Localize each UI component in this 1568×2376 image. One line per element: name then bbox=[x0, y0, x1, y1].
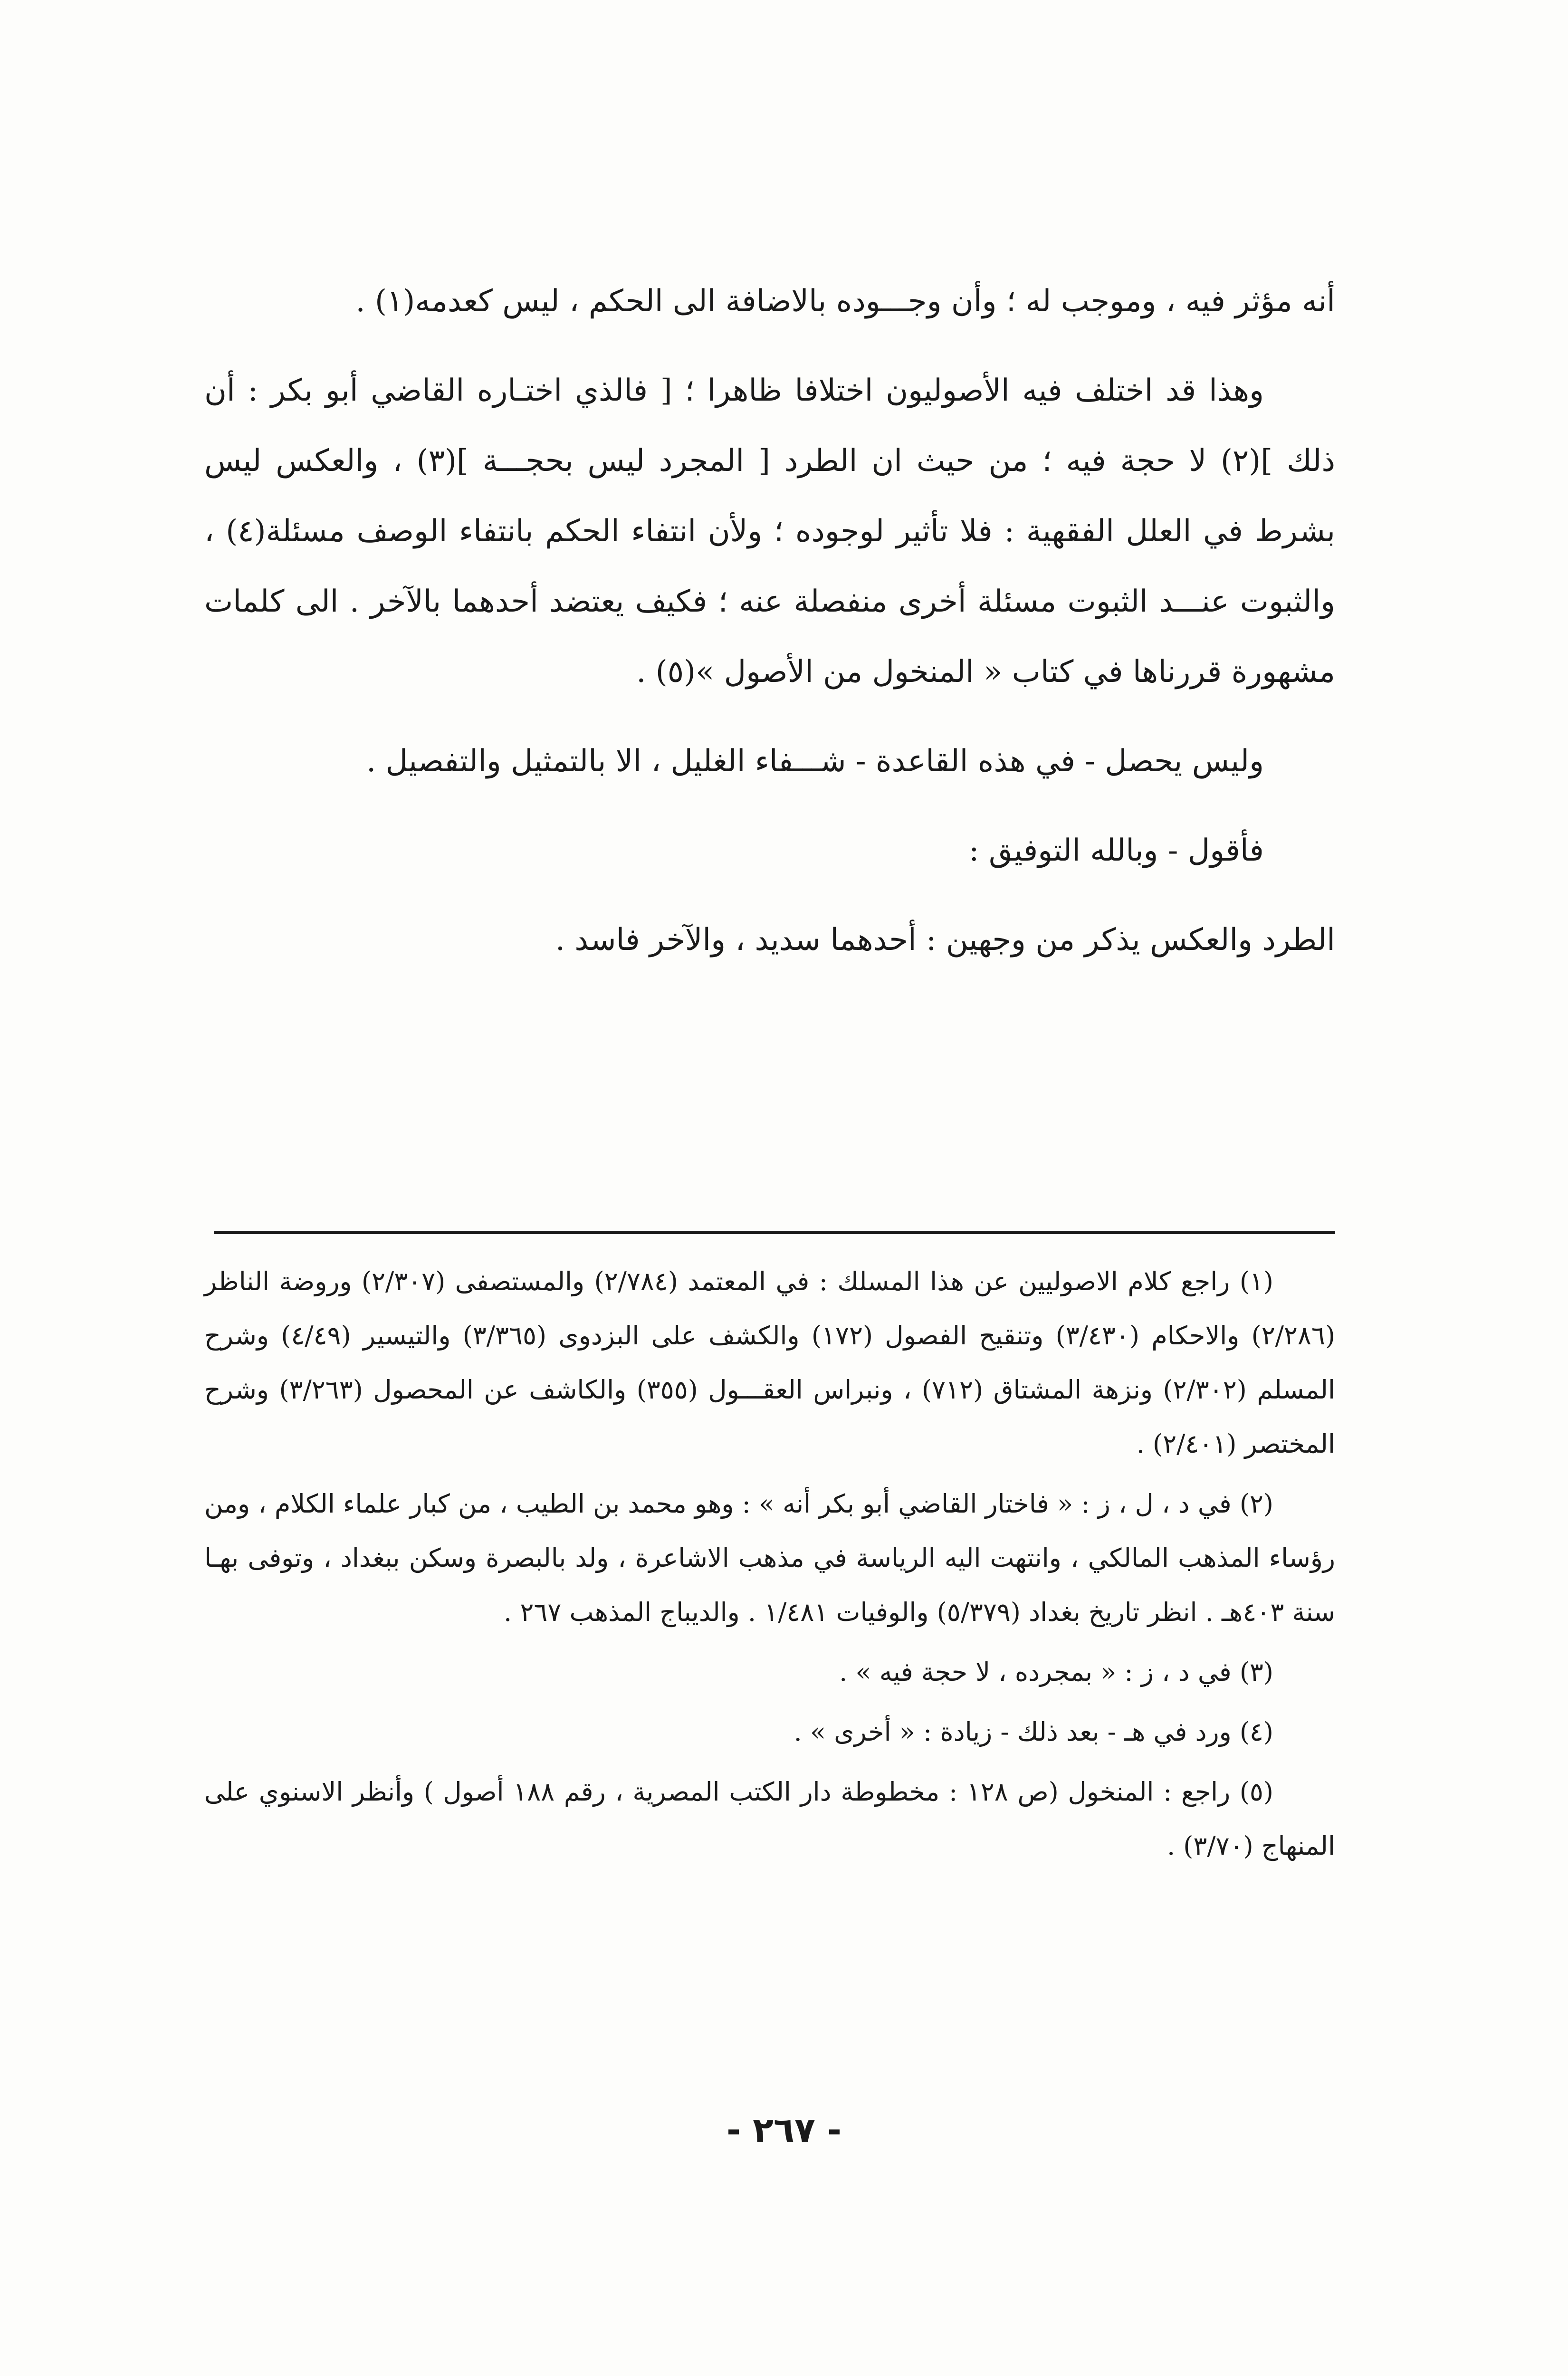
paragraph-2: وهذا قد اختلف فيه الأصوليون اختلافا ظاهرا ؛ [ فالذي اختـاره القاضي أبو بكر : أن ذلك ](٢) لا حجة فيه ؛ من حيث ان الطرد [ المجرد ليس بحجـــة ](٣) ، والعكس ليس بشرط في العلل الفقهية : فلا تأثير لوجوده ؛ ولأن انتفاء الحكم بانتفاء الوصف مسئلة(٤) ، والثبوت عنـــد الثبوت مسئلة أخرى منفصلة عنه ؛ فكيف يعتضد أحدهما بالآخر . الى كلمات مشهورة قررناها في كتاب « المنخول من الأصول »(٥) . bbox=[204, 373, 1336, 690]
paragraph-3: وليس يحصل - في هذه القاعدة - شـــفاء الغليل ، الا بالتمثيل والتفصيل . bbox=[366, 744, 1264, 779]
paragraph-1: أنه مؤثر فيه ، وموجب له ؛ وأن وجـــوده بالاضافة الى الحكم ، ليس كعدمه(١) . bbox=[355, 284, 1335, 319]
footnote-5: (٥) راجع : المنخول (ص ١٢٨ : مخطوطة دار الكتب المصرية ، رقم ١٨٨ أصول ) وأنظر الاسنوي على المنهاج (٣/٧٠) . bbox=[204, 1777, 1335, 1861]
footnotes bbox=[204, 1255, 1335, 1879]
paragraph-5: الطرد والعكس يذكر من وجهين : أحدهما سديد ، والآخر فاسد . bbox=[555, 922, 1335, 958]
paragraph-4: فأقول - وبالله التوفيق : bbox=[969, 833, 1264, 868]
footnote-1: (١) راجع كلام الاصوليين عن هذا المسلك : في المعتمد (٢/٧٨٤) والمستصفى (٢/٣٠٧) وروضة الناظر (٢/٢٨٦) والاحكام (٣/٤٣٠) وتنقيح الفصول (١٧٢) والكشف على البزدوى (٣/٣٦٥) والتيسير (٤/٤٩) وشرح المسلم (٢/٣٠٢) ونزهة المشتاق (٧١٢) ، ونبراس العقـــول (٣٥٥) والكاشف عن المحصول (٣/٢٦٣) وشرح المختصر (٢/٤٠١) . bbox=[204, 1266, 1336, 1459]
footnote-divider bbox=[214, 1231, 1335, 1234]
page-number: - ٢٦٧ - bbox=[727, 2110, 841, 2150]
main-text bbox=[204, 266, 1335, 994]
footnote-4: (٤) ورد في هـ - بعد ذلك - زيادة : « أخرى » . bbox=[794, 1717, 1273, 1747]
footnote-3: (٣) في د ، ز : « بمجرده ، لا حجة فيه » . bbox=[839, 1657, 1273, 1687]
footnote-2: (٢) في د ، ل ، ز : « فاختار القاضي أبو بكر أنه » : وهو محمد بن الطيب ، من كبار علماء الكلام ، ومن رؤساء المذهب المالكي ، وانتهت اليه الرياسة في مذهب الاشاعرة ، ولد بالبصرة وسكن ببغداد ، وتوفى بهـا سنة ٤٠٣هـ . انظر تاريخ بغداد (٥/٣٧٩) والوفيات ١/٤٨١ . والديباج المذهب ٢٦٧ . bbox=[204, 1489, 1335, 1627]
